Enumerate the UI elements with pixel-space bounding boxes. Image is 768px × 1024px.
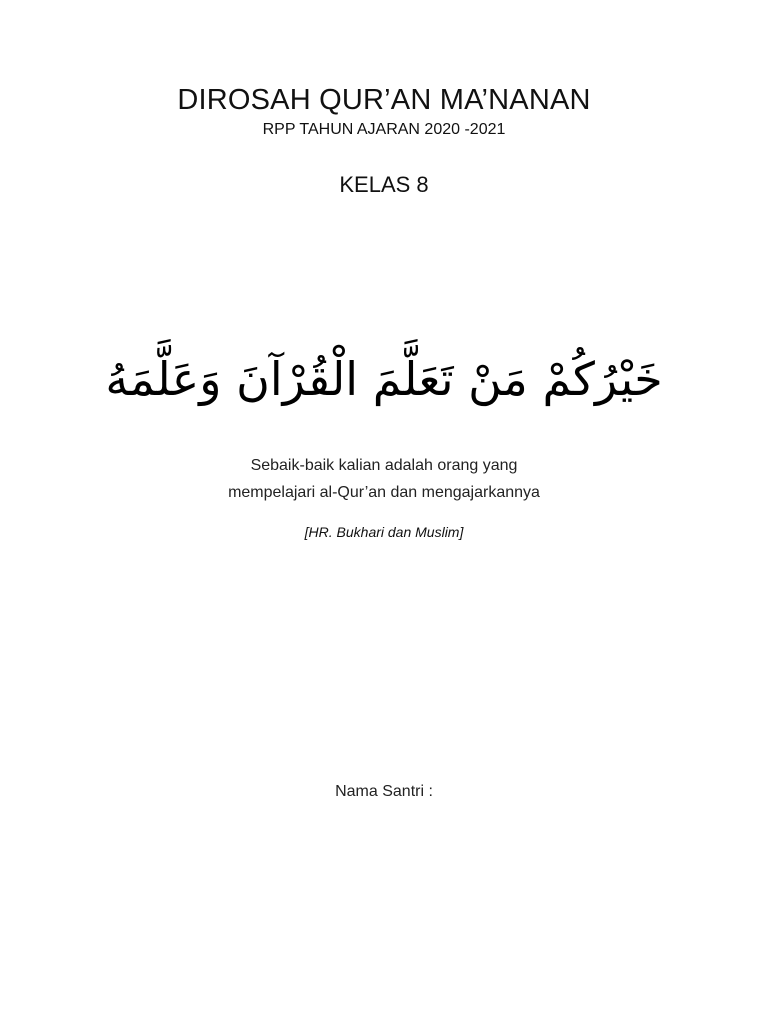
document-title: DIROSAH QUR’AN MA’NANAN	[177, 84, 591, 116]
student-name-label: Nama Santri :	[335, 783, 433, 800]
translation-line-1: Sebaik-baik kalian adalah orang yang	[250, 457, 518, 474]
translation-line-2: mempelajari al-Qur’an dan mengajarkannya	[228, 484, 540, 501]
hadith-source: [HR. Bukhari dan Muslim]	[304, 524, 464, 540]
hadith-translation	[0, 452, 768, 506]
arabic-hadith-text: خَيْرُكُمْ مَنْ تَعَلَّمَ الْقُرْآنَ وَعَلَّمَهُ	[105, 352, 663, 406]
document-subtitle: RPP TAHUN AJARAN 2020 -2021	[262, 121, 506, 138]
class-label: KELAS 8	[339, 172, 429, 197]
